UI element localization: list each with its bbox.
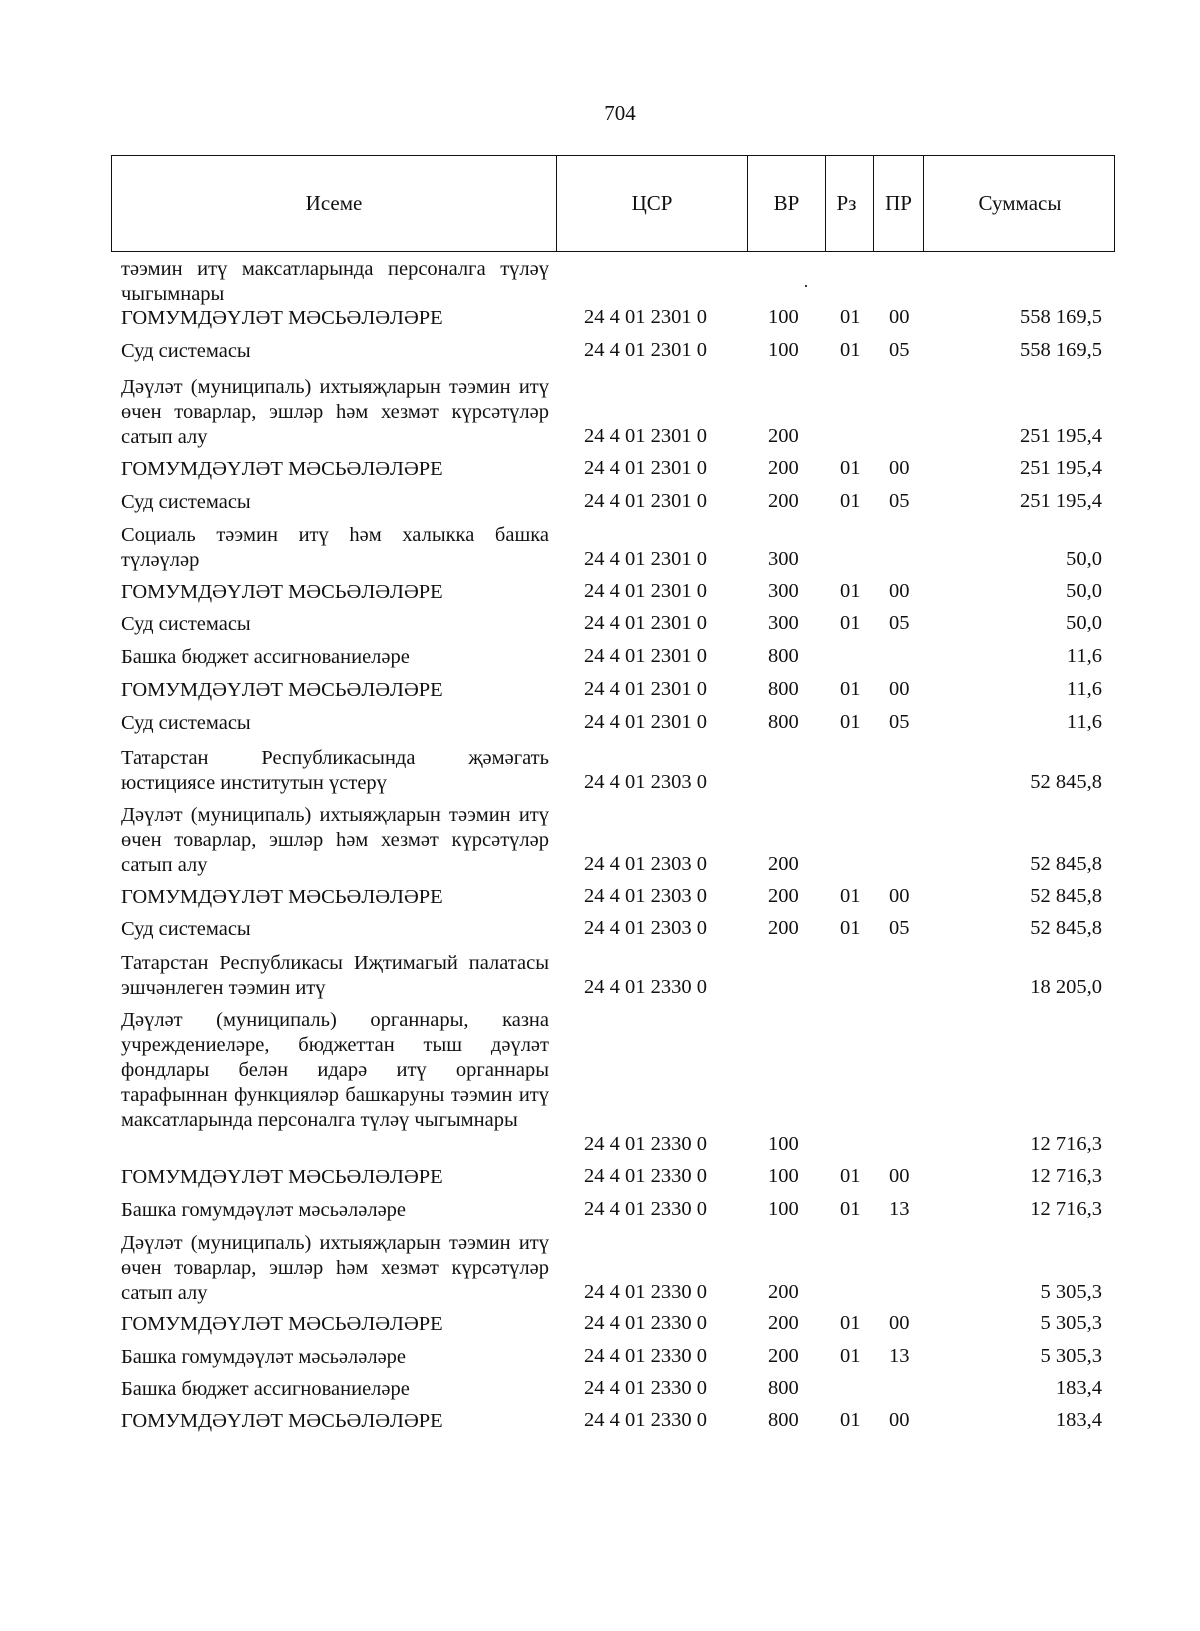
- row-sum: 558 169,5: [1020, 339, 1102, 361]
- row-name: Дәүләт (муниципаль) ихтыяҗларын тәэмин итү өчен товарлар, эшләр һәм хезмәт күрсәтүләр сатып алу: [121, 376, 549, 448]
- row-name: Татарстан Республикасы Иҗтимагый палатасы эшчәнлеген тәэмин итү: [121, 952, 549, 999]
- column-header-sum: Суммасы: [978, 191, 1062, 215]
- row-rz: 01: [840, 490, 861, 512]
- row-rz: 01: [840, 1312, 861, 1334]
- row-pr: 13: [889, 1198, 910, 1220]
- row-sum: 50,0: [1066, 548, 1102, 570]
- row-pr: 00: [889, 1312, 910, 1334]
- row-sum: 251 195,4: [1020, 425, 1102, 447]
- row-csr: 24 4 01 2301 0: [584, 548, 707, 570]
- row-csr: 24 4 01 2330 0: [584, 1165, 707, 1187]
- row-vr: 200: [768, 853, 799, 875]
- row-rz: 01: [840, 306, 861, 328]
- row-csr: 24 4 01 2301 0: [584, 678, 707, 700]
- row-name: Башка гомумдәүләт мәсьәләләре: [121, 1199, 407, 1221]
- row-name: Суд системасы: [121, 491, 251, 513]
- row-pr: 00: [889, 1409, 910, 1431]
- row-vr: 800: [768, 711, 799, 733]
- row-sum: 12 716,3: [1030, 1133, 1102, 1155]
- row-name: Суд системасы: [121, 918, 251, 940]
- row-name: ГОМУМДӘҮЛӘТ МӘСЬӘЛӘЛӘРЕ: [121, 307, 443, 329]
- row-sum: 52 845,8: [1030, 853, 1102, 875]
- row-name: Суд системасы: [121, 712, 251, 734]
- row-pr: 05: [889, 490, 910, 512]
- row-csr: 24 4 01 2301 0: [584, 306, 707, 328]
- row-sum: 50,0: [1066, 612, 1102, 634]
- row-vr: 200: [768, 885, 799, 907]
- row-pr: 00: [889, 885, 910, 907]
- table-header: [111, 155, 1115, 252]
- column-header-pr: ПР: [874, 156, 924, 251]
- row-sum: 183,4: [1055, 1409, 1102, 1431]
- column-header-vr: ВР: [748, 156, 826, 251]
- row-pr: 05: [889, 711, 910, 733]
- row-sum: 50,0: [1066, 580, 1102, 602]
- row-csr: 24 4 01 2330 0: [584, 1345, 707, 1367]
- row-name: Башка бюджет ассигнованиеләре: [121, 1378, 410, 1400]
- row-csr: 24 4 01 2301 0: [584, 645, 707, 667]
- row-rz: 01: [840, 457, 861, 479]
- row-sum: 12 716,3: [1030, 1198, 1102, 1220]
- row-csr: 24 4 01 2330 0: [584, 1409, 707, 1431]
- row-sum: 52 845,8: [1030, 885, 1102, 907]
- row-vr: 100: [768, 1198, 799, 1220]
- row-csr: 24 4 01 2301 0: [584, 580, 707, 602]
- row-pr: 13: [889, 1345, 910, 1367]
- row-name: Суд системасы: [121, 340, 251, 362]
- row-pr: 00: [889, 457, 910, 479]
- row-name: ГОМУМДӘҮЛӘТ МӘСЬӘЛӘЛӘРЕ: [121, 1313, 443, 1335]
- row-name: Дәүләт (муниципаль) органнары, казна учреждениеләре, бюджеттан тыш дәүләт фондлары белән идарә итү органнары тарафыннан функцияләр башкаруны тәэмин итү максатларында персоналга түләү чыгымнары: [121, 1009, 549, 1131]
- row-sum: 558 169,5: [1020, 306, 1102, 328]
- row-rz: 01: [840, 917, 861, 939]
- row-rz: 01: [840, 1198, 861, 1220]
- page-number: 704: [604, 101, 636, 125]
- row-name: ГОМУМДӘҮЛӘТ МӘСЬӘЛӘЛӘРЕ: [121, 581, 443, 603]
- row-csr: 24 4 01 2330 0: [584, 1133, 707, 1155]
- row-rz: 01: [840, 339, 861, 361]
- row-vr: 100: [768, 339, 799, 361]
- row-csr: 24 4 01 2303 0: [584, 853, 707, 875]
- row-vr: 200: [768, 1312, 799, 1334]
- row-csr: 24 4 01 2330 0: [584, 1198, 707, 1220]
- row-csr: 24 4 01 2330 0: [584, 1281, 707, 1303]
- row-name: Дәүләт (муниципаль) ихтыяҗларын тәэмин итү өчен товарлар, эшләр һәм хезмәт күрсәтүләр сатып алу: [121, 1232, 549, 1304]
- row-name: Дәүләт (муниципаль) ихтыяҗларын тәэмин итү өчен товарлар, эшләр һәм хезмәт күрсәтүләр сатып алу: [121, 804, 549, 876]
- row-sum: 52 845,8: [1030, 917, 1102, 939]
- row-csr: 24 4 01 2301 0: [584, 490, 707, 512]
- row-vr: 200: [768, 425, 799, 447]
- scan-speck: ·: [803, 276, 809, 296]
- row-vr: 800: [768, 645, 799, 667]
- row-vr: 200: [768, 1281, 799, 1303]
- row-sum: 5 305,3: [1040, 1312, 1102, 1334]
- row-csr: 24 4 01 2330 0: [584, 1377, 707, 1399]
- row-sum: 5 305,3: [1040, 1345, 1102, 1367]
- row-csr: 24 4 01 2330 0: [584, 976, 707, 998]
- row-rz: 01: [840, 1165, 861, 1187]
- row-csr: 24 4 01 2301 0: [584, 425, 707, 447]
- row-vr: 800: [768, 1377, 799, 1399]
- row-pr: 00: [889, 306, 910, 328]
- row-vr: 100: [768, 1165, 799, 1187]
- row-csr: 24 4 01 2303 0: [584, 885, 707, 907]
- row-sum: 11,6: [1066, 645, 1102, 667]
- row-vr: 200: [768, 490, 799, 512]
- row-sum: 11,6: [1066, 711, 1102, 733]
- row-csr: 24 4 01 2303 0: [584, 771, 707, 793]
- row-name: ГОМУМДӘҮЛӘТ МӘСЬӘЛӘЛӘРЕ: [121, 1166, 443, 1188]
- row-vr: 300: [768, 580, 799, 602]
- row-pr: 05: [889, 612, 910, 634]
- row-name: ГОМУМДӘҮЛӘТ МӘСЬӘЛӘЛӘРЕ: [121, 886, 443, 908]
- row-name: Башка гомумдәүләт мәсьәләләре: [121, 1346, 407, 1368]
- row-sum: 18 205,0: [1030, 976, 1102, 998]
- row-pr: 00: [889, 1165, 910, 1187]
- row-vr: 800: [768, 678, 799, 700]
- row-name: ГОМУМДӘҮЛӘТ МӘСЬӘЛӘЛӘРЕ: [121, 1410, 443, 1432]
- row-sum: 251 195,4: [1020, 457, 1102, 479]
- row-sum: 183,4: [1055, 1377, 1102, 1399]
- row-vr: 300: [768, 548, 799, 570]
- row-rz: 01: [840, 612, 861, 634]
- row-sum: 12 716,3: [1030, 1165, 1102, 1187]
- row-csr: 24 4 01 2301 0: [584, 612, 707, 634]
- row-csr: 24 4 01 2301 0: [584, 711, 707, 733]
- row-rz: 01: [840, 1345, 861, 1367]
- row-rz: 01: [840, 580, 861, 602]
- row-name: Суд системасы: [121, 613, 251, 635]
- row-pr: 00: [889, 580, 910, 602]
- row-pr: 05: [889, 339, 910, 361]
- row-sum: 52 845,8: [1030, 771, 1102, 793]
- row-pr: 00: [889, 678, 910, 700]
- row-pr: 05: [889, 917, 910, 939]
- row-name: тәэмин итү максатларында персоналга түләү чыгымнары: [121, 258, 549, 305]
- row-rz: 01: [840, 678, 861, 700]
- row-csr: 24 4 01 2301 0: [584, 339, 707, 361]
- row-name: ГОМУМДӘҮЛӘТ МӘСЬӘЛӘЛӘРЕ: [121, 458, 443, 480]
- row-name: Социаль тәэмин итү һәм халыкка башка түләүләр: [121, 524, 549, 571]
- row-sum: 11,6: [1066, 678, 1102, 700]
- row-rz: 01: [840, 885, 861, 907]
- row-csr: 24 4 01 2303 0: [584, 917, 707, 939]
- row-vr: 100: [768, 306, 799, 328]
- row-vr: 200: [768, 917, 799, 939]
- row-csr: 24 4 01 2330 0: [584, 1312, 707, 1334]
- row-vr: 300: [768, 612, 799, 634]
- row-name: ГОМУМДӘҮЛӘТ МӘСЬӘЛӘЛӘРЕ: [121, 679, 443, 701]
- column-header-name: Исеме: [112, 156, 557, 251]
- column-header-csr: ЦСР: [557, 156, 748, 251]
- row-rz: 01: [840, 711, 861, 733]
- row-sum: 5 305,3: [1040, 1281, 1102, 1303]
- row-vr: 200: [768, 457, 799, 479]
- row-vr: 800: [768, 1409, 799, 1431]
- row-csr: 24 4 01 2301 0: [584, 457, 707, 479]
- column-header-rz: Рз: [826, 156, 874, 251]
- row-name: Татарстан Республикасында җәмәгать юстициясе институтын үстерү: [121, 747, 549, 794]
- row-sum: 251 195,4: [1020, 490, 1102, 512]
- row-rz: 01: [840, 1409, 861, 1431]
- row-vr: 200: [768, 1345, 799, 1367]
- row-vr: 100: [768, 1133, 799, 1155]
- row-name: Башка бюджет ассигнованиеләре: [121, 646, 410, 668]
